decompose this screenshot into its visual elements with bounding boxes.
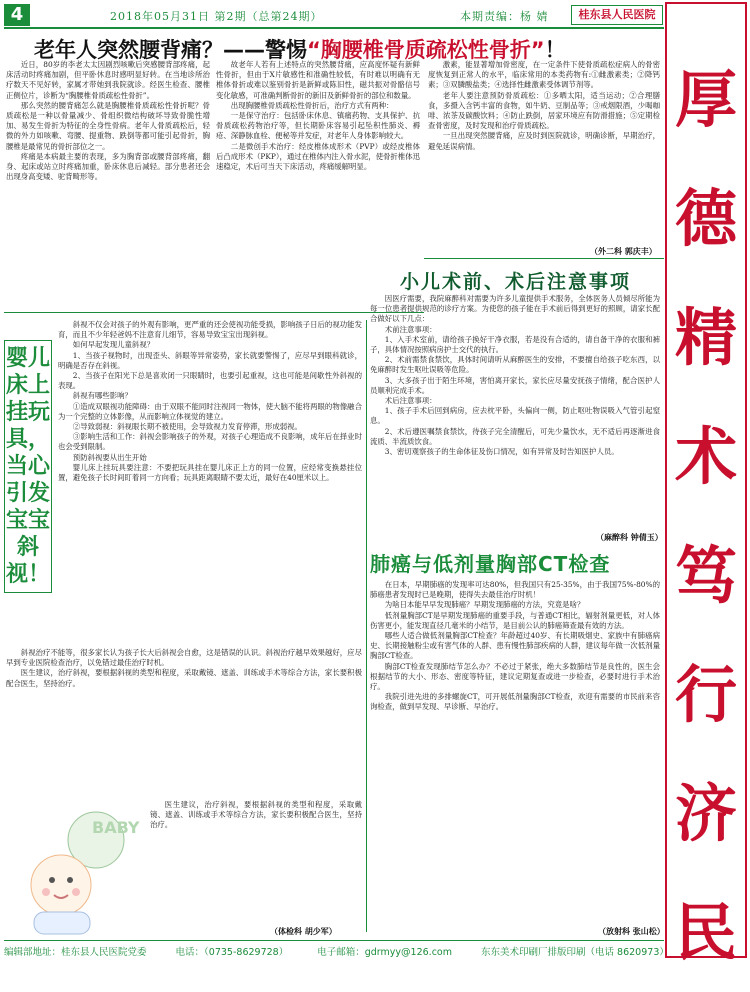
- ct-title: 肺癌与低剂量胸部CT检查: [370, 552, 611, 576]
- footer: [4, 944, 669, 958]
- osteo-c3-p1: 激素，能显著增加骨密度，在一定条件下使骨质疏松症病人的骨密度恢复到正常人的水平，临床常用的本类药物有:①雌激素类；②降钙素；③双膦酸盐类；④选择性雌激素受体调节剂等。: [428, 60, 660, 90]
- baby-c1-p10: 婴儿床上挂玩具要注意：不要把玩具挂在婴儿床正上方的同一位置，应经常变换悬挂位置，避免孩子长时间盯着同一方向看；玩具距离眼睛不要太近，最好在40厘米以上。: [58, 462, 362, 483]
- issue-date: 2018年05月31日 第2期（总第24期）: [110, 10, 323, 23]
- motto-char: 济: [674, 777, 737, 850]
- surgery-body: [370, 294, 660, 540]
- osteo-c2-p4: 二是微创手术治疗：经皮椎体成形术（PVP）或经皮椎体后凸成形术（PKP），通过在椎体内注入骨水泥，使骨折椎体迅速稳定，术后可当天下床活动，疼痛缓解明显。: [216, 141, 420, 172]
- osteo-c1-p2: 那么突然的腰背痛怎么就是胸腰椎骨质疏松性骨折呢？骨质疏松是一种以骨量减少、骨组织微结构破坏导致骨脆性增加、易发生骨折为特征的全身性骨病。老年人骨质疏松后，轻微的外力如咳嗽、弯腰、提重物、跌倒等都可能引起骨折，胸腰椎是最常见的骨折部位之一。: [6, 100, 210, 151]
- surgery-p3: 1、入手术室前，请给孩子换好干净衣服，若是没有合适的，请自备干净的衣服和裤子，具体情况按照病房护士交代的执行。: [370, 334, 660, 355]
- baby-label: BABY: [92, 818, 140, 837]
- ct-body: [370, 580, 660, 920]
- baby-column-lower: [6, 648, 362, 798]
- header-rule: [4, 27, 664, 29]
- ct-p1: 在日本，早期肺癌的发现率可达80%，但我国只有25-35%，由于我国75%-80%的肺癌患者发现时已是晚期，使得失去最佳治疗时机！: [370, 580, 660, 600]
- motto-char: 厚: [674, 63, 737, 136]
- ct-p3: 低剂量胸部CT是早期发现肺癌的重要手段，与普通CT相比，辐射剂量更低，对人体伤害更小，能发现直径几毫米的小结节，是目前公认的肺癌筛查最有效的方法。: [370, 610, 660, 630]
- motto-char: 行: [674, 658, 737, 731]
- surgery-p7: 1、孩子手术后回到病房，应去枕平卧，头偏向一侧，防止呕吐物误吸入气管引起窒息。: [370, 406, 660, 426]
- baby-c1-p8: ③影响生活和工作：斜视会影响孩子的外观，对孩子心理造成不良影响，成年后在择业时也会受到限制。: [58, 432, 362, 452]
- section-divider-2: [424, 258, 664, 259]
- page-number: 4: [4, 4, 30, 26]
- baby-column-bottom: [150, 800, 362, 922]
- hospital-logo-box: [571, 5, 663, 25]
- surgery-author: （麻醉科 钟倩玉）: [596, 532, 663, 542]
- hospital-name: 桂东县人民医院: [578, 8, 656, 21]
- baby-c1-p2: 如何早起发现儿童斜视？: [72, 340, 155, 350]
- surgery-p8: 2、术后遵医嘱禁食禁饮，待孩子完全清醒后，可先少量饮水，无不适后再逐渐进食流质、半流质饮食。: [370, 426, 660, 446]
- osteo-column-3: [428, 60, 660, 250]
- footer-printer: 东东美术印刷厂排版印刷（电话 8620973）: [481, 947, 669, 958]
- headline-suffix: ！: [544, 38, 566, 62]
- osteo-c1-p1: 近日，80岁的李老太太因剧烈咳嗽后突感腰背部疼痛，起床活动时疼痛加剧，但平卧休息时感明显好转。在当地诊所治疗数天不见好转，家属才带她到我院就诊。经医生检查、腰椎正侧位片，诊断为“胸腰椎骨质疏松性骨折”。: [6, 60, 210, 100]
- osteo-c3-p2: 老年人要注意预防骨质疏松：①多晒太阳，适当运动；②合理膳食，多摄入含钙丰富的食物，如牛奶、豆制品等；③戒烟限酒，少喝咖啡、浓茶及碳酸饮料；④防止跌倒，居家环境应有防滑措施；⑤定期检查骨密度，及时发现和治疗骨质疏松。: [428, 90, 660, 131]
- surgery-p4: 2、术前需禁食禁饮，具体时间请听从麻醉医生的安排，不要擅自给孩子吃东西，以免麻醉时发生呕吐误吸等危险。: [370, 355, 660, 375]
- baby-c1-p9: 预防斜视要从出生开始: [72, 452, 147, 462]
- ct-p6: 我院引进先进的多排螺旋CT，可开展低剂量胸部CT检查，欢迎有需要的市民前来咨询检查，做到早发现、早诊断、早治疗。: [370, 692, 660, 712]
- ct-author: （放射科 张山松）: [598, 926, 665, 936]
- column-divider: [366, 320, 367, 932]
- headline-prefix: 老年人突然腰背痛？——警惕: [34, 38, 307, 62]
- ct-p4: 哪些人适合做低剂量胸部CT检查？年龄超过40岁、有长期吸烟史、家族中有肺癌病史、长期接触粉尘或有害气体的人群、患有慢性肺部疾病的人群，建议每年做一次低剂量胸部CT检查。: [370, 631, 660, 661]
- baby-c1-p3: 1、当孩子视物时，出现歪头、斜眼等异常姿势，家长就要警惕了，应尽早到眼科就诊，明确是否存在斜视。: [58, 350, 362, 370]
- section-divider-1: [4, 312, 424, 313]
- osteo-author: （外二科 郭庆丰）: [590, 246, 657, 256]
- motto-char: 术: [674, 420, 737, 493]
- baby-c2-p1: 斜视治疗不能等，很多家长认为孩子长大后斜视会自愈，这是错误的认识。斜视治疗越早效果越好，应尽早到专业医院检查治疗，以免错过最佳治疗时机。: [6, 648, 362, 668]
- motto-char: 精: [674, 301, 737, 374]
- osteo-column-1: [6, 60, 210, 300]
- footer-phone: 电话：（0735-8629728）: [175, 947, 289, 958]
- baby-c1-p1: 斜视不仅会对孩子的外观有影响，更严重的还会使视功能受损，影响孩子日后的视功能发育，而且不少年轻爸妈不注意育儿细节，容易导致宝宝出现斜视。: [58, 320, 362, 340]
- surgery-title: 小儿术前、术后注意事项: [400, 271, 632, 293]
- baby-c1-p4: 2、当孩子在阳光下总是喜欢闭一只眼睛时，也要引起重视，这也可能是间歇性外斜视的表现。: [58, 371, 362, 391]
- motto-char: 笃: [674, 539, 737, 612]
- baby-c2-p2: 医生建议，治疗斜视，要根据斜视的类型和程度，采取戴镜、遮盖、训练或手术等综合方法，家长要积极配合医生，坚持治疗。: [6, 668, 362, 688]
- ct-p5: 胸部CT检查发现肺结节怎么办？不必过于紧张，绝大多数肺结节是良性的，医生会根据结节的大小、形态、密度等特征，建议定期复查或进一步检查，必要时进行手术治疗。: [370, 661, 660, 692]
- motto-banner: [665, 40, 747, 992]
- osteo-c2-p1: 故老年人若有上述特点的突然腰背痛，应高度怀疑有新鲜性骨折，但由于X片敏感性和准确性较低，有时难以明确有无椎体骨折或难以鉴别骨折是新鲜或陈旧性，磁共振对骨骼信号变化敏感，可准确判断骨折的新旧及新鲜骨折的部位和数量。: [216, 60, 420, 100]
- baby-c1-p6: ①造成双眼视功能障碍：由于双眼不能同时注视同一物体，使大脑不能将两眼的物像融合为一个完整的立体影像，从而影响立体视觉的建立。: [58, 401, 362, 421]
- surgery-p1: 因医疗需要，我院麻醉科对需要为许多儿童提供手术服务，全体医务人员倾尽所能为每一位患者提供规范的诊疗方案。为使您的孩子能在手术前后得到更好的照顾，请家长配合做好以下几点：: [370, 294, 660, 324]
- osteo-c1-p3: 疼痛是本病最主要的表现，多为胸背部或腰背部疼痛，翻身、起床或站立时疼痛加重，卧床休息后减轻。部分患者还会出现身高变矮、驼背畸形等。: [6, 151, 210, 182]
- surgery-p9: 3、密切观察孩子的生命体征及伤口情况，如有异常及时告知医护人员。: [384, 447, 619, 457]
- surgery-p5: 3、大多孩子出于陌生环境，害怕离开家长，家长应尽量安抚孩子情绪，配合医护人员顺利完成手术。: [370, 375, 660, 395]
- baby-column-1: [58, 320, 362, 642]
- surgery-p6: 术后注意事项：: [384, 396, 437, 406]
- editor-credit: 本期责编：杨 婧: [460, 10, 549, 23]
- motto-char: 民: [674, 896, 737, 969]
- surgery-p2: 术前注意事项：: [384, 324, 437, 334]
- osteo-c3-p3: 一旦出现突然腰背痛，应及时到医院就诊，明确诊断，早期治疗，避免延误病情。: [428, 131, 660, 151]
- footer-email: 电子邮箱：gdrmyy@126.com: [317, 947, 452, 958]
- osteo-c2-p2: 出现胸腰椎骨质疏松性骨折后，治疗方式有两种：: [230, 100, 394, 110]
- motto-char: 德: [674, 182, 737, 255]
- ct-p2: 为啥日本能早早发现肺癌？早期发现肺癌的方法，究竟是啥？: [384, 600, 585, 610]
- headline-highlight: “胸腰椎骨质疏松性骨折”: [307, 38, 545, 62]
- baby-author: （体检科 胡少军）: [270, 926, 337, 936]
- baby-c2-p2b: 医生建议，治疗斜视，要根据斜视的类型和程度，采取戴镜、遮盖、训练或手术等综合方法，家长要积极配合医生，坚持治疗。: [150, 800, 362, 830]
- footer-address: 编辑部地址：桂东县人民医院党委: [4, 947, 147, 958]
- sidebar-title: 婴儿床上挂玩具，当心引发宝宝斜视！: [4, 340, 52, 593]
- footer-rule: [4, 940, 664, 941]
- baby-c1-p7: ②导致弱视：斜视眼长期不被使用，会导致视力发育停滞，形成弱视。: [72, 422, 302, 432]
- osteo-c2-p3: 一是保守治疗：包括卧床休息、镇痛药物、支具保护、抗骨质疏松药物治疗等，但长期卧床容易引起坠积性肺炎、褥疮、深静脉血栓、便秘等并发症，对老年人身体影响较大。: [216, 111, 420, 141]
- baby-c1-p5: 斜视有哪些影响？: [72, 391, 132, 401]
- osteo-column-2: [216, 60, 420, 310]
